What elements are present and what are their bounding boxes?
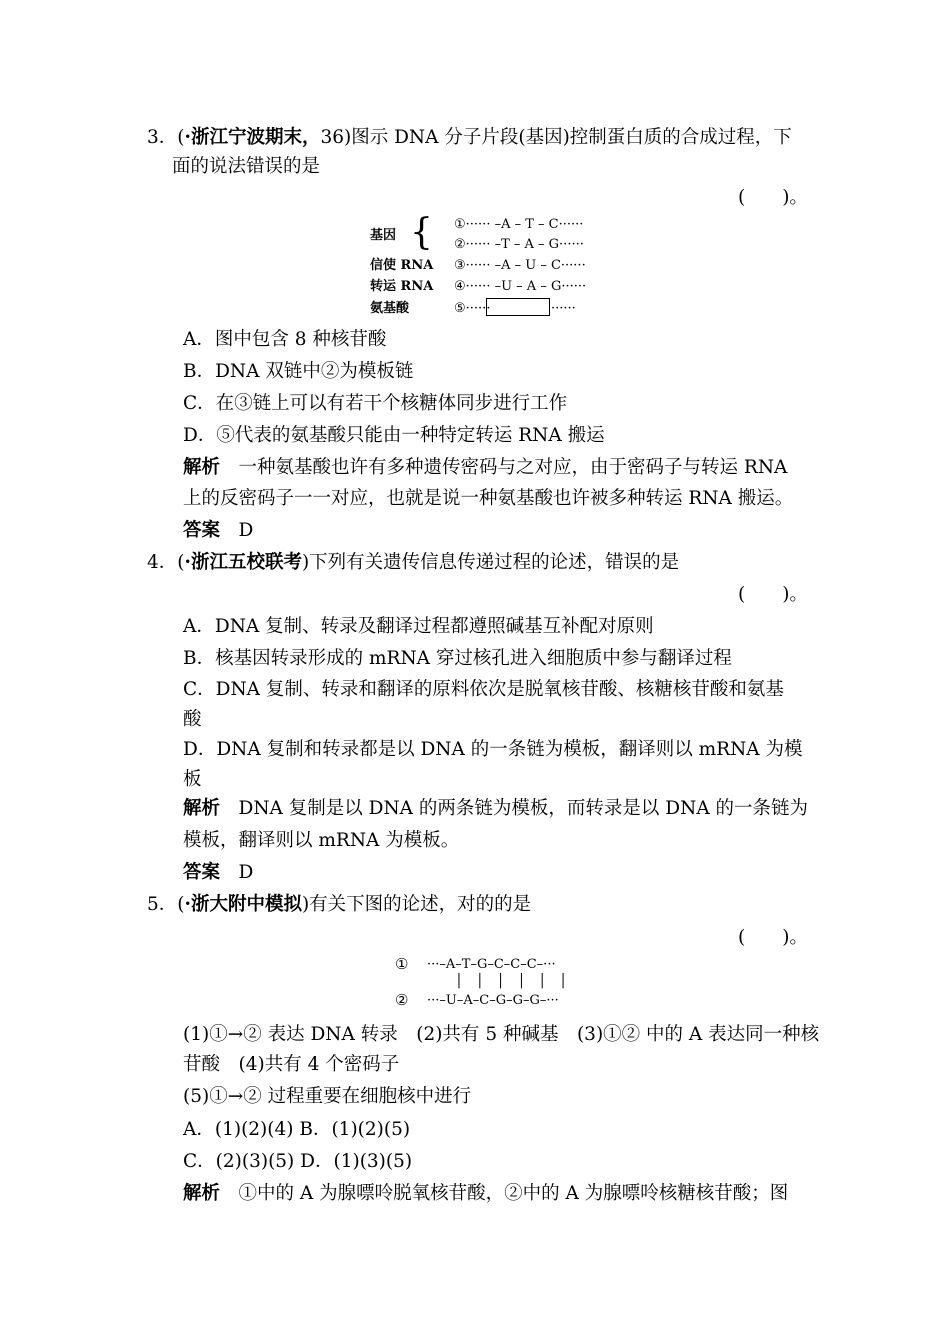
q3-number: 3．( xyxy=(147,127,185,148)
q5-answer-blank: ( )。 xyxy=(738,927,808,948)
q3-option-b: B．DNA 双链中②为模板链 xyxy=(183,361,414,382)
q3-answer-label: 答案 xyxy=(183,520,221,541)
q5-stem xyxy=(147,893,531,917)
q4-analysis-text: DNA 复制是以 DNA 的两条链为模板，而转录是以 DNA 的一条链为 xyxy=(220,798,809,819)
q4-source: ·浙江五校联考 xyxy=(184,552,302,573)
q4-option-b: B．核基因转录形成的 mRNA 穿过核孔进入细胞质中参与翻译过程 xyxy=(183,648,732,669)
trna-strand: ④······ –U – A – G······ xyxy=(454,279,587,294)
q4-option-d-cont: 板 xyxy=(183,769,202,790)
q3-analysis-label: 解析 xyxy=(183,457,221,478)
q3-answer-blank: ( )。 xyxy=(738,187,808,208)
q4-option-c-cont: 酸 xyxy=(183,709,202,730)
q3-stem-line1 xyxy=(147,126,792,150)
q3-stem-line2: 面的说法错误的是 xyxy=(172,156,321,177)
q3-stem-text: 36)图示 DNA 分子片段(基因)控制蛋白质的合成过程，下 xyxy=(320,127,792,148)
q4-number: 4．( xyxy=(147,552,185,573)
q5-statements-line1: (1)①→② 表达 DNA 转录 (2)共有 5 种碱基 (3)①② 中的 A 表达同一种核 xyxy=(183,1024,820,1045)
q3-answer xyxy=(183,519,253,543)
base-pair-bonds: │ │ │ │ │ │ xyxy=(455,974,567,989)
q5-source: ·浙大附中模拟 xyxy=(184,894,302,915)
q5-stem-text: )有关下图的论述，对的的是 xyxy=(301,894,532,915)
label-trna: 转运 RNA xyxy=(370,279,434,294)
q4-analysis-line2: 模板，翻译则以 mRNA 为模板。 xyxy=(183,830,460,851)
q3-analysis-line2: 上的反密码子一一对应，也就是说一种氨基酸也许被多种转运 RNA 搬运。 xyxy=(183,488,794,509)
q4-analysis-label: 解析 xyxy=(183,798,221,819)
q5-analysis-text: ①中的 A 为腺嘌呤脱氧核苷酸，②中的 A 为腺嘌呤核糖核苷酸；图 xyxy=(220,1183,789,1204)
dna-strand-2: ②······ –T – A – G······ xyxy=(454,237,584,252)
q4-option-d: D．DNA 复制和转录都是以 DNA 的一条链为模板，翻译则以 mRNA 为模 xyxy=(183,739,803,760)
label-amino-acid: 氨基酸 xyxy=(370,301,410,316)
q4-answer-label: 答案 xyxy=(183,862,221,883)
label-gene: 基因 xyxy=(370,228,397,243)
q3-analysis-line1 xyxy=(183,456,787,480)
amino-acid-box xyxy=(486,298,550,316)
q4-answer xyxy=(183,861,253,885)
strand-1-mark: ① xyxy=(395,955,409,973)
q4-answer-blank: ( )。 xyxy=(738,584,808,605)
strand-2: ···–U–A–C–G–G–G–··· xyxy=(427,993,559,1008)
q5-statements-line3: (5)①→② 过程重要在细胞核中进行 xyxy=(183,1086,472,1107)
q3-answer-value: D xyxy=(220,520,254,541)
strand-1: ···–A–T–G–C–C–C–··· xyxy=(427,957,556,972)
q4-stem xyxy=(147,551,679,575)
amino-acid-suffix: ······ xyxy=(551,301,576,316)
q5-options-row1: A．(1)(2)(4) B．(1)(2)(5) xyxy=(183,1119,411,1140)
q5-analysis-line1 xyxy=(183,1182,788,1206)
dna-strand-1: ①······ –A – T – C······ xyxy=(454,217,584,232)
q4-option-a: A．DNA 复制、转录及翻译过程都遵照碱基互补配对原则 xyxy=(183,616,654,637)
q3-option-d: D．⑤代表的氨基酸只能由一种特定转运 RNA 搬运 xyxy=(183,425,605,446)
q3-source: ·浙江宁波期末， xyxy=(184,127,321,148)
amino-acid-prefix: ⑤······ xyxy=(454,301,491,316)
q3-option-a: A．图中包含 8 种核苷酸 xyxy=(183,329,387,350)
q5-diagram xyxy=(395,952,615,1012)
label-mrna: 信使 RNA xyxy=(370,258,434,273)
q3-analysis-text: 一种氨基酸也许有多种遗传密码与之对应，由于密码子与转运 RNA xyxy=(220,457,788,478)
q5-analysis-label: 解析 xyxy=(183,1183,221,1204)
strand-2-mark: ② xyxy=(395,991,409,1009)
q5-number: 5．( xyxy=(147,894,185,915)
q4-answer-value: D xyxy=(220,862,254,883)
q4-analysis-line1 xyxy=(183,797,808,821)
brace-icon: { xyxy=(410,212,433,253)
q5-options-row2: C．(2)(3)(5) D．(1)(3)(5) xyxy=(183,1151,413,1172)
q5-statements-line2: 苷酸 (4)共有 4 个密码子 xyxy=(183,1054,400,1075)
q4-stem-text: )下列有关遗传信息传递过程的论述，错误的是 xyxy=(301,552,680,573)
q3-option-c: C．在③链上可以有若干个核糖体同步进行工作 xyxy=(183,393,568,414)
q4-option-c: C．DNA 复制、转录和翻译的原料依次是脱氧核苷酸、核糖核苷酸和氨基 xyxy=(183,679,784,700)
mrna-strand: ③······ –A – U – C······ xyxy=(454,258,586,273)
q3-diagram xyxy=(370,212,610,322)
